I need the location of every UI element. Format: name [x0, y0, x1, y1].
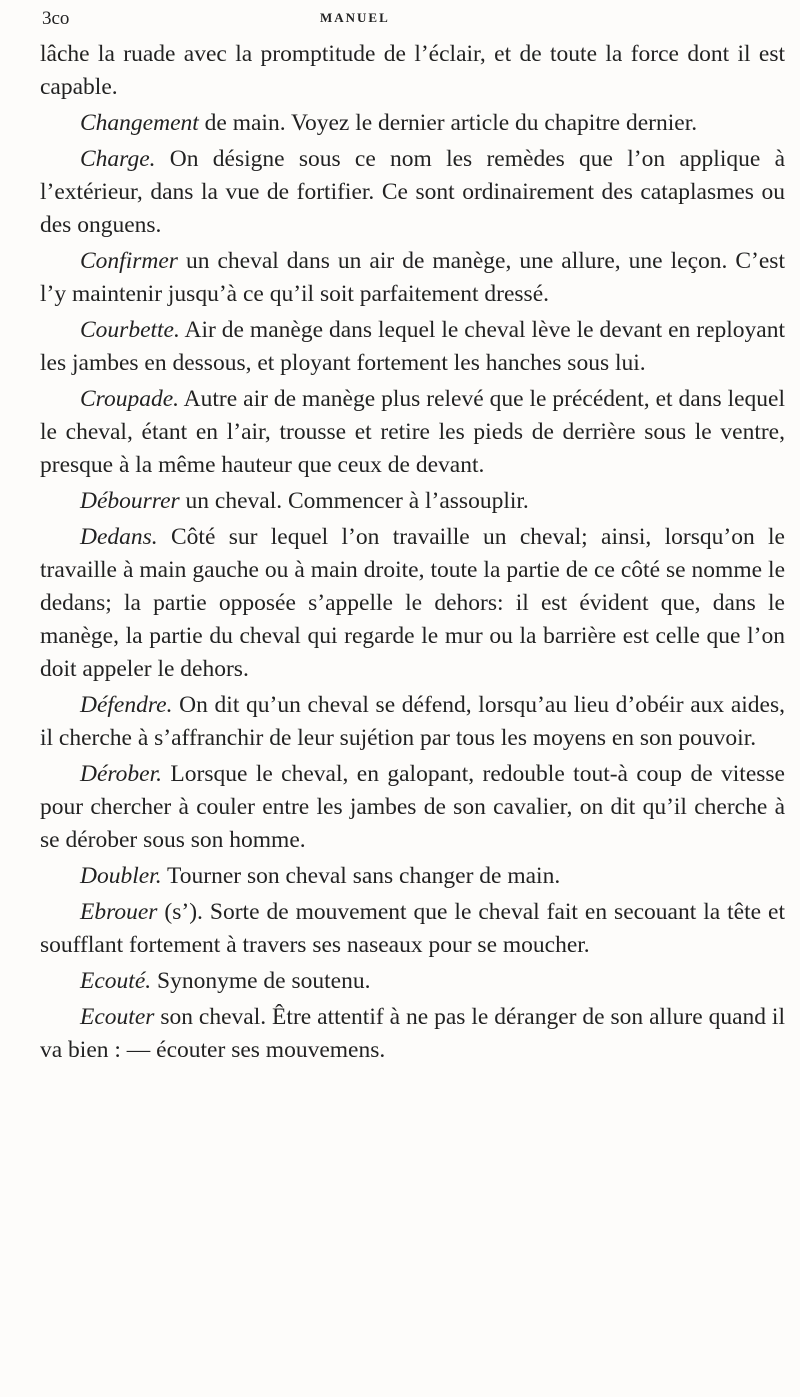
entry-text: un cheval dans un air de manège, une allure, une leçon. C’est l’y maintenir jusqu’à ce qu’il soit parfaitement dressé.	[40, 248, 785, 307]
entry-text: son cheval. Être attentif à ne pas le déranger de son allure quand il va bien : — écouter ses mouvemens.	[40, 1004, 785, 1063]
entry-term: Confirmer	[80, 248, 178, 274]
entry-text: (s’). Sorte de mouvement que le cheval fait en secouant la tête et soufflant fortement à travers ses naseaux pour se moucher.	[40, 899, 785, 958]
entry-term: Débourrer	[80, 488, 180, 514]
glossary-entry	[40, 860, 785, 893]
entry-term: Charge.	[80, 146, 156, 172]
entry-text: On dit qu’un cheval se défend, lorsqu’au lieu d’obéir aux aides, il cherche à s’affranchir de leur sujétion par tous les moyens en son pouvoir.	[40, 692, 785, 751]
entry-term: Ecouter	[80, 1004, 155, 1030]
glossary-entry	[40, 965, 785, 998]
entry-term: Dérober.	[80, 761, 163, 787]
glossary-entry	[40, 758, 785, 857]
entry-text: Air de manège dans lequel le cheval lève le devant en reployant les jambes en dessous, et ployant fortement les hanches sous lui.	[40, 317, 785, 376]
entry-text: un cheval. Commencer à l’assouplir.	[179, 488, 529, 514]
entry-text: Tourner son cheval sans changer de main.	[161, 863, 561, 889]
page-number: 3co	[42, 8, 70, 29]
entry-term: Ecouté.	[80, 968, 152, 994]
glossary-entry	[40, 245, 785, 311]
entry-term: Croupade.	[80, 386, 180, 412]
glossary-entry	[40, 485, 785, 518]
running-title: MANUEL	[320, 10, 390, 25]
glossary-entry	[40, 689, 785, 755]
entry-text: Synonyme de soutenu.	[151, 968, 371, 994]
entry-term: Dedans.	[80, 524, 158, 550]
entry-term: Doubler.	[80, 863, 162, 889]
entry-term: Courbette.	[80, 317, 180, 343]
book-page	[40, 6, 785, 1070]
glossary-entry	[40, 1001, 785, 1067]
entry-text: Lorsque le cheval, en galopant, redouble tout-à coup de vitesse pour chercher à couler entre les jambes de son cavalier, on dit qu’il cherche à se dérober sous son homme.	[40, 761, 785, 853]
glossary-entry	[40, 896, 785, 962]
glossary-body	[40, 38, 785, 1067]
glossary-entry	[40, 314, 785, 380]
entry-term: Défendre.	[80, 692, 173, 718]
glossary-entry	[40, 107, 785, 140]
running-head	[40, 6, 785, 38]
glossary-entry	[40, 143, 785, 242]
entry-text: Autre air de manège plus relevé que le précédent, et dans lequel le cheval, étant en l’air, trousse et retire les pieds de derrière sous le ventre, presque à la même hauteur que ceux de devant.	[40, 386, 785, 478]
entry-text: lâche la ruade avec la promptitude de l’éclair, et de toute la force dont il est capable.	[40, 41, 785, 100]
entry-term: Changement	[80, 110, 199, 136]
glossary-entry-continuation	[40, 38, 785, 104]
entry-text: Côté sur lequel l’on travaille un cheval; ainsi, lorsqu’on le travaille à main gauche ou à main droite, toute la partie de ce côté se nomme le dedans; la partie opposée s’appelle le dehors: il est évident que, dans le manège, la partie du cheval qui regarde le mur ou la barrière est celle que l’on doit appeler le dehors.	[40, 524, 785, 682]
entry-text: de main. Voyez le dernier article du chapitre dernier.	[198, 110, 698, 136]
glossary-entry	[40, 521, 785, 686]
glossary-entry	[40, 383, 785, 482]
entry-text: On désigne sous ce nom les remèdes que l’on applique à l’extérieur, dans la vue de fortifier. Ce sont ordinairement des cataplasmes ou des onguens.	[40, 146, 785, 238]
entry-term: Ebrouer	[80, 899, 158, 925]
